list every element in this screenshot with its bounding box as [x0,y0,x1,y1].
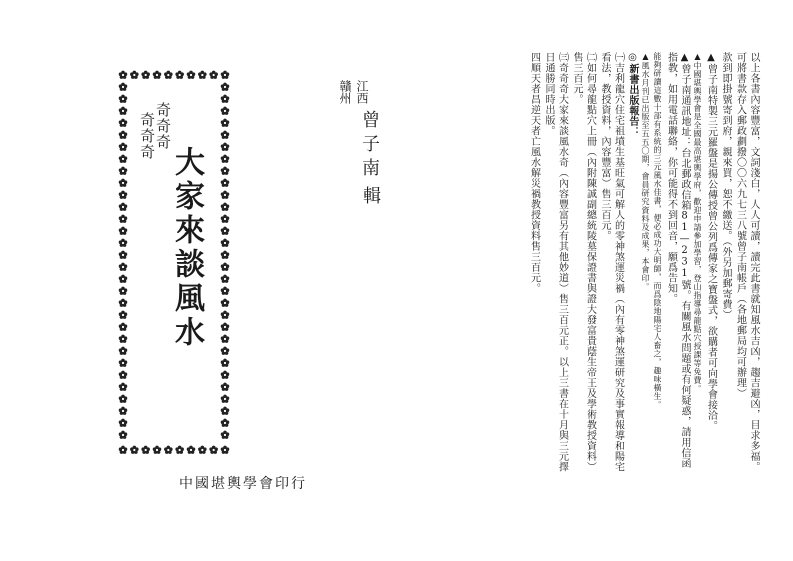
border-flower-icon [221,407,230,415]
list-item: 四順天者昌逆天者亡風水解災禍教授資料售三百元。 [528,52,540,294]
publisher-imprint: 中國堪輿學會印行 [179,476,307,492]
border-flower-icon [187,71,196,79]
border-flower-icon [221,167,230,175]
border-flower-icon [221,251,230,259]
border-flower-icon [119,431,128,439]
border-flower-icon [221,131,230,139]
border-flower-icon [119,83,128,91]
border-flower-icon [119,383,128,391]
cover-plate [118,70,230,455]
border-flower-icon [221,323,230,331]
border-flower-icon [221,71,230,79]
border-flower-icon [221,419,230,427]
list-item: ㈡如何尋龍點穴上冊（內附陳誠副總統陵墓保證書與證大發富貴蔭生帝王及學術教授資料）售三百元。 [571,52,596,472]
border-flower-icon [119,179,128,187]
border-flower-icon [119,446,128,454]
border-flower-icon [221,119,230,127]
series-label-right: 奇奇奇 [154,102,172,150]
series-label-left: 奇奇奇 [138,112,156,160]
border-flower-icon [221,227,230,235]
border-flower-icon [198,446,207,454]
paragraph: ▲中國堪輿學會是全國最高堪輿學府，歡迎申請參加學習，登山指導尋龍點穴授課等免費。 [693,52,702,393]
border-flower-icon [221,155,230,163]
border-flower-icon [221,191,230,199]
border-flower-icon [221,359,230,367]
border-flower-icon [221,203,230,211]
border-flower-icon [209,71,218,79]
border-flower-icon [221,143,230,151]
paragraph: ▲風水月刊已出版至五五〇期，會員研究資料及成果，本會印。 [641,52,650,291]
border-flower-icon [119,251,128,259]
border-flower-icon [221,347,230,355]
border-flower-icon [175,446,184,454]
text-page [430,52,760,472]
border-flower-icon [221,287,230,295]
border-flower-icon [119,347,128,355]
author-name: 曾子南 [359,110,380,182]
author-place-1: 江西 [355,80,369,104]
border-flower-icon [141,71,150,79]
border-flower-icon [119,311,128,319]
border-flower-icon [119,395,128,403]
border-flower-icon [119,203,128,211]
border-flower-icon [119,119,128,127]
border-flower-icon [221,383,230,391]
section-heading: ◎新書出版報告： [627,52,638,137]
paragraph: ▲曾子南通訊地址：台北郵政信箱81—231號。有關風水問題或有何疑惑，請用信函指教，如用電話聯絡，你可能得不到回音，願爲告知。 [665,52,690,469]
border-flower-icon [221,371,230,379]
paragraph: 款到即掛號寄到府，親來買，恕不繳送。（外另加郵寄費） [720,52,731,320]
paragraph: 以上各書內容豐富，文詞淺白，人人可讀，讀完此書就知風水吉凶，趨吉避凶，目求多福。可將書款存入郵政劃撥〇〇六九七三八號曾子南帳戶（各地郵局均可辦理） [734,52,759,472]
border-flower-icon [119,407,128,415]
border-flower-icon [221,395,230,403]
border-flower-icon [141,446,150,454]
border-flower-icon [153,446,162,454]
border-flower-icon [119,287,128,295]
border-flower-icon [221,446,230,454]
border-flower-icon [221,335,230,343]
border-flower-icon [130,446,139,454]
border-flower-icon [209,446,218,454]
border-flower-icon [119,71,128,79]
border-flower-icon [164,446,173,454]
cover-inner [130,82,218,443]
border-flower-icon [221,431,230,439]
border-flower-icon [119,131,128,139]
border-flower-icon [119,107,128,115]
border-flower-icon [119,299,128,307]
border-flower-icon [221,107,230,115]
border-flower-icon [119,155,128,163]
border-flower-icon [119,227,128,235]
author-place-2: 贛州 [338,80,352,104]
border-flower-icon [119,95,128,103]
author-role: 輯 [360,186,381,204]
border-flower-icon [119,167,128,175]
border-flower-icon [119,371,128,379]
border-flower-icon [221,239,230,247]
border-flower-icon [221,179,230,187]
border-flower-icon [221,311,230,319]
paragraph: 能夠研讀這數十部有系統的三元風水佳書，便必成功大明師，而爲陰地陽宅人畜之，趣味橫生。 [653,52,662,409]
border-flower-icon [119,143,128,151]
border-flower-icon [119,263,128,271]
border-flower-icon [221,95,230,103]
border-flower-icon [221,215,230,223]
border-flower-icon [119,359,128,367]
border-flower-icon [119,215,128,223]
border-flower-icon [119,419,128,427]
border-flower-icon [153,71,162,79]
border-flower-icon [221,83,230,91]
border-flower-icon [221,275,230,283]
border-flower-icon [198,71,207,79]
list-item: ㈢奇奇奇大家來談風水奇（內容豐富另有其他妙道）售三百元正。以上三書在十月與三元擇日通勝同時出版。 [543,52,568,472]
border-flower-icon [130,71,139,79]
list-item: ㈠吉利龍穴住宅祖墳生基旺氣可解人的零神煞運災禍（內有零神煞運研究及事實報導和陽宅看法，教授資料，內容豐富）售三百元。 [599,52,624,472]
border-flower-icon [187,446,196,454]
border-flower-icon [119,335,128,343]
border-flower-icon [175,71,184,79]
border-flower-icon [221,299,230,307]
border-flower-icon [164,71,173,79]
border-flower-icon [119,275,128,283]
paragraph: ▲曾子南特製三元羅盤是揚公傳授曾公列爲傳家之寶盤式，欲購者可向學會接洽。 [705,52,717,431]
border-flower-icon [119,239,128,247]
border-flower-icon [119,323,128,331]
book-title: 大家來談風水 [169,146,204,350]
border-flower-icon [119,191,128,199]
border-flower-icon [221,263,230,271]
